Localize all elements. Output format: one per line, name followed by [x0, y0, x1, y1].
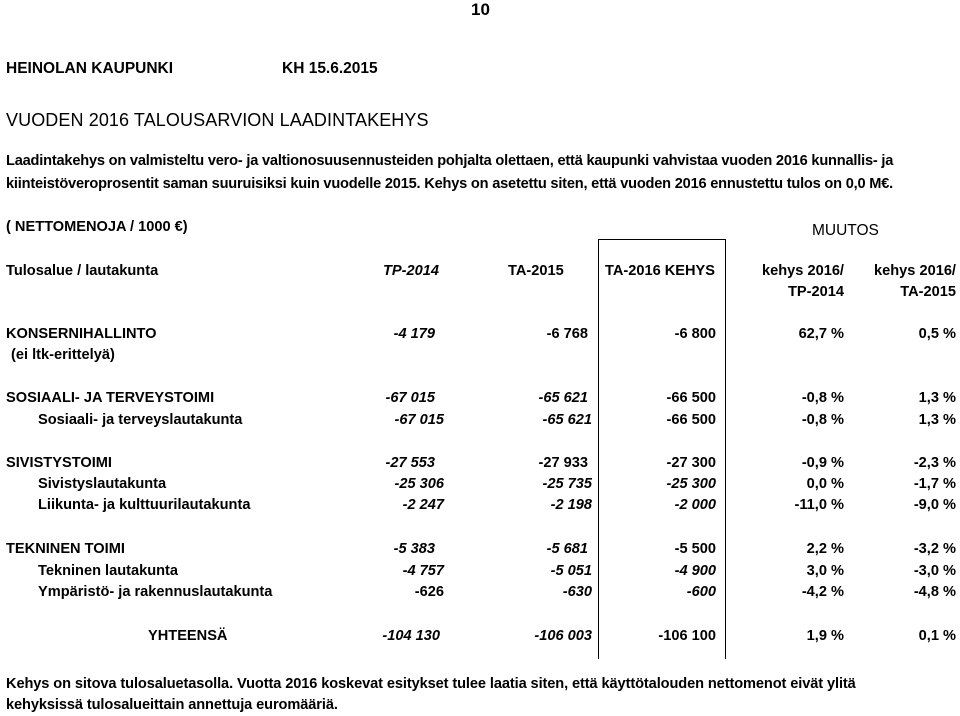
- row-label: (ei ltk-erittelyä): [11, 347, 115, 363]
- col-header-change-ta-1: kehys 2016/: [874, 263, 956, 279]
- cell-change-tp: -4,2 %: [801, 584, 844, 600]
- cell-tp2014: -4 757: [402, 563, 444, 579]
- footer-line-1: Kehys on sitova tulosaluetasolla. Vuotta 2016 koskevat esitykset tulee laatia siten, että käyttötalouden nettomenot eivät ylitä: [6, 676, 856, 692]
- row-label: KONSERNIHALLINTO: [6, 326, 157, 342]
- cell-ta2016: -66 500: [666, 412, 716, 428]
- cell-change-tp: -0,9 %: [801, 455, 844, 471]
- meeting-reference: KH 15.6.2015: [282, 60, 378, 77]
- row-label: SOSIAALI- JA TERVEYSTOIMI: [6, 390, 215, 406]
- cell-tp2014: -67 015: [394, 412, 444, 428]
- cell-ta2015: -630: [562, 584, 592, 600]
- table-row: [0, 584, 960, 604]
- row-label: Sosiaali- ja terveyslautakunta: [38, 412, 243, 428]
- col-header-ta2015: TA-2015: [508, 263, 564, 279]
- row-label: Liikunta- ja kulttuurilautakunta: [38, 497, 251, 513]
- cell-ta2015: -27 933: [538, 455, 588, 471]
- intro-line-2: kiinteistöveroprosentit saman suuruisiksi kuin vuodelle 2015. Kehys on asetettu siten, että vuoden 2016 ennustettu tulos on 0,0 M€.: [6, 176, 893, 192]
- cell-change-tp: -0,8 %: [801, 390, 844, 406]
- table-row: [0, 326, 960, 346]
- cell-change-ta: -1,7 %: [913, 476, 956, 492]
- cell-ta2015: -65 621: [542, 412, 592, 428]
- cell-ta2016: -600: [686, 584, 716, 600]
- cell-ta2015: -106 003: [534, 628, 592, 644]
- table-row: [0, 412, 960, 432]
- cell-change-ta: -4,8 %: [913, 584, 956, 600]
- cell-tp2014: -2 247: [402, 497, 444, 513]
- cell-change-ta: -9,0 %: [913, 497, 956, 513]
- cell-ta2016: -66 500: [666, 390, 716, 406]
- page-number: 10: [471, 0, 490, 19]
- table-row: [0, 497, 960, 517]
- row-label: Ympäristö- ja rakennuslautakunta: [38, 584, 273, 600]
- city-name: HEINOLAN KAUPUNKI: [6, 60, 174, 77]
- cell-change-ta: 0,5 %: [918, 326, 956, 342]
- table-row: [0, 541, 960, 561]
- cell-change-tp: 1,9 %: [806, 628, 844, 644]
- table-row: [0, 476, 960, 496]
- intro-line-1: Laadintakehys on valmisteltu vero- ja valtionosuusennusteiden pohjalta olettaen, että kaupunki vahvistaa vuoden 2016 kunnallis- ja: [6, 153, 894, 169]
- cell-tp2014: -25 306: [394, 476, 444, 492]
- cell-ta2016: -2 000: [674, 497, 716, 513]
- col-header-tp2014: TP-2014: [383, 263, 439, 279]
- col-header-ta2016: TA-2016 KEHYS: [605, 263, 716, 279]
- cell-change-tp: -0,8 %: [801, 412, 844, 428]
- footer-line-2: kehyksissä tulosalueittain annettuja euromääriä.: [6, 697, 338, 713]
- cell-change-ta: 0,1 %: [918, 628, 956, 644]
- cell-change-tp: 3,0 %: [806, 563, 844, 579]
- cell-ta2016: -106 100: [658, 628, 716, 644]
- unit-label: ( NETTOMENOJA / 1000 €): [6, 219, 188, 235]
- table-row: [0, 390, 960, 410]
- cell-ta2015: -5 681: [546, 541, 588, 557]
- cell-ta2015: -65 621: [538, 390, 588, 406]
- cell-ta2016: -27 300: [666, 455, 716, 471]
- cell-change-ta: 1,3 %: [918, 412, 956, 428]
- cell-change-ta: -2,3 %: [913, 455, 956, 471]
- cell-ta2015: -6 768: [546, 326, 588, 342]
- col-header-change-tp-1: kehys 2016/: [762, 263, 844, 279]
- cell-ta2016: -25 300: [666, 476, 716, 492]
- table-row: [0, 347, 960, 367]
- cell-change-ta: -3,2 %: [913, 541, 956, 557]
- col-header-change-ta-2: TA-2015: [900, 284, 956, 300]
- document-title: VUODEN 2016 TALOUSARVION LAADINTAKEHYS: [6, 110, 429, 130]
- cell-ta2016: -6 800: [674, 326, 716, 342]
- col-header-area: Tulosalue / lautakunta: [6, 263, 159, 279]
- cell-change-tp: 2,2 %: [806, 541, 844, 557]
- cell-change-tp: 62,7 %: [798, 326, 844, 342]
- row-label: YHTEENSÄ: [148, 628, 228, 644]
- cell-ta2016: -5 500: [674, 541, 716, 557]
- cell-tp2014: -626: [414, 584, 444, 600]
- cell-ta2015: -2 198: [550, 497, 592, 513]
- cell-tp2014: -4 179: [393, 326, 435, 342]
- cell-change-tp: 0,0 %: [806, 476, 844, 492]
- cell-ta2015: -5 051: [550, 563, 592, 579]
- row-label: Tekninen lautakunta: [38, 563, 179, 579]
- row-label: SIVISTYSTOIMI: [6, 455, 112, 471]
- cell-change-ta: -3,0 %: [913, 563, 956, 579]
- cell-tp2014: -5 383: [393, 541, 435, 557]
- cell-change-ta: 1,3 %: [918, 390, 956, 406]
- cell-ta2016: -4 900: [674, 563, 716, 579]
- cell-tp2014: -27 553: [385, 455, 435, 471]
- table-row: [0, 563, 960, 583]
- row-label: TEKNINEN TOIMI: [6, 541, 125, 557]
- muutos-label: MUUTOS: [812, 222, 879, 239]
- row-label: Sivistyslautakunta: [38, 476, 167, 492]
- cell-tp2014: -104 130: [382, 628, 440, 644]
- cell-change-tp: -11,0 %: [794, 497, 844, 513]
- cell-tp2014: -67 015: [385, 390, 435, 406]
- cell-ta2015: -25 735: [542, 476, 592, 492]
- table-row-total: [0, 628, 960, 648]
- table-row: [0, 455, 960, 475]
- col-header-change-tp-2: TP-2014: [788, 284, 844, 300]
